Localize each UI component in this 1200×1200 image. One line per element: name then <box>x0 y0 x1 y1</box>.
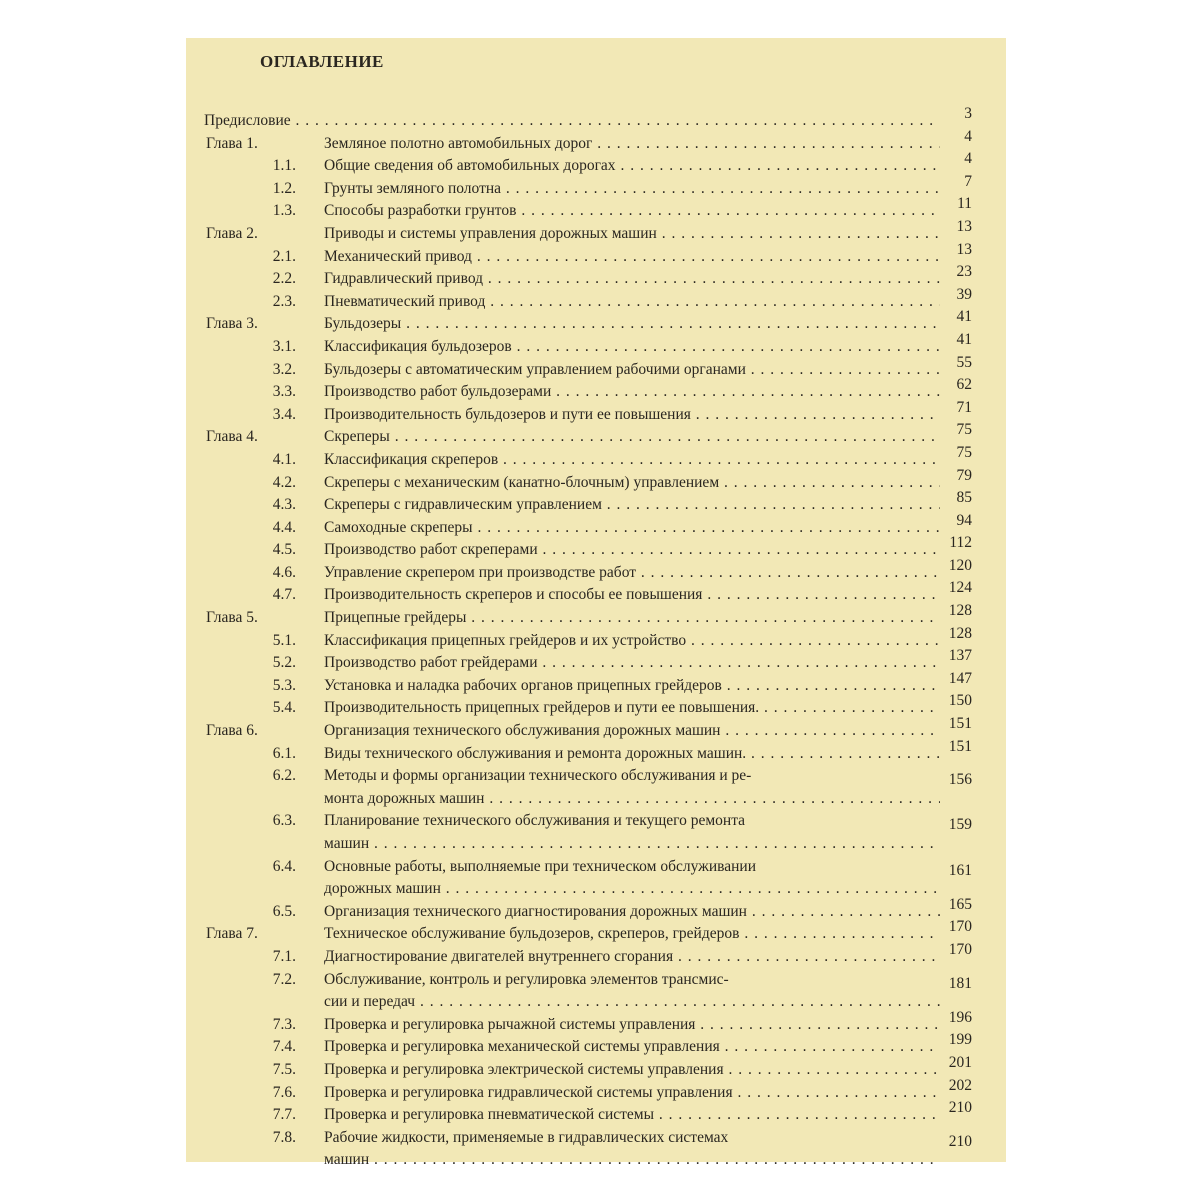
entry-page-number: 71 <box>956 398 972 416</box>
toc-section-entry <box>186 240 1006 269</box>
entry-page-number: 120 <box>948 556 972 574</box>
toc-section-entry <box>186 489 1006 517</box>
toc-section-entry <box>186 534 1006 562</box>
entry-title-line: Организация технического диагностирования дорожных машин . . . <box>324 901 940 924</box>
toc-section-entry <box>186 150 1006 178</box>
entry-title-line: Прицепные грейдеры . . . <box>324 607 940 630</box>
toc-section-entry <box>186 1008 1006 1037</box>
entry-number: 7.3. <box>272 1015 296 1033</box>
entry-title-line: Механический привод . . . <box>324 246 940 269</box>
entry-title-line: Производительность прицепных грейдеров и пути ее повышения. . . . <box>324 697 940 720</box>
document-page <box>186 38 1006 1169</box>
entry-number: 4.7. <box>272 586 296 604</box>
entry-page-number: 7 <box>964 172 972 190</box>
entry-page-number: 39 <box>956 285 972 303</box>
entry-number: 6.4. <box>272 857 296 875</box>
entry-number: 7.6. <box>272 1083 296 1101</box>
entry-page-number: 23 <box>956 263 972 281</box>
entry-page-number: 161 <box>948 861 972 879</box>
entry-number: 2.2. <box>272 270 296 288</box>
entry-number: 7.7. <box>272 1106 296 1124</box>
toc-section-entry <box>186 969 1006 1014</box>
toc-chapter-entry <box>186 127 1006 156</box>
entry-number: 6.5. <box>272 902 296 920</box>
toc-chapter-entry <box>186 715 1006 743</box>
entry-title-line: машин . . . <box>324 833 940 856</box>
entry-page-number: 128 <box>948 624 972 642</box>
entry-title-line: Бульдозеры . . . <box>324 313 940 336</box>
toc-section-entry <box>186 624 1006 653</box>
entry-number: Глава 1. <box>206 134 258 152</box>
toc-section-entry <box>186 1099 1006 1127</box>
entry-page-number: 165 <box>948 895 972 913</box>
toc-section-entry <box>186 556 1006 585</box>
entry-title <box>324 562 940 585</box>
entry-title-line: Виды технического обслуживания и ремонта дорожных машин. . . . <box>324 743 940 766</box>
entry-number: Глава 5. <box>206 609 258 627</box>
entry-title-line: Бульдозеры с автоматическим управлением рабочими органами . . . <box>324 359 940 382</box>
entry-number: 2.3. <box>272 292 296 310</box>
entry-number: 1.2. <box>272 179 296 197</box>
entry-title <box>324 200 940 223</box>
entry-title-line: Обслуживание, контроль и регулировка элементов трансмис- <box>324 970 729 988</box>
entry-page-number: 128 <box>948 602 972 620</box>
entry-title <box>324 1104 940 1127</box>
entry-title <box>324 607 940 630</box>
entry-number: 4.3. <box>272 496 296 514</box>
entry-page-number: 85 <box>956 489 972 507</box>
entry-number: 7.4. <box>272 1038 296 1056</box>
entry-title-line: Организация технического обслуживания дорожных машин . . . <box>324 720 940 743</box>
entry-title-line: Производительность скреперов и способы ее повышения . . . <box>324 584 940 607</box>
entry-title-line: Рабочие жидкости, применяемые в гидравлических системах <box>324 1128 729 1146</box>
entry-title-line: Проверка и регулировка пневматической системы . . . <box>324 1104 940 1127</box>
entry-number: 5.4. <box>272 699 296 717</box>
toc-section-entry <box>186 511 1006 540</box>
toc-section-entry <box>186 353 1006 382</box>
entry-title-line: Производство работ скреперами . . . <box>324 539 940 562</box>
toc-section-entry <box>186 1076 1006 1105</box>
entry-title <box>324 765 940 810</box>
entry-title-line: Планирование технического обслуживания и текущего ремонта <box>324 812 746 830</box>
entry-title <box>324 652 940 675</box>
entry-page-number: 75 <box>956 443 972 461</box>
toc-section-entry <box>186 172 1006 201</box>
entry-title <box>324 359 940 382</box>
toc-section-entry <box>186 940 1006 969</box>
entry-page-number: 151 <box>948 737 972 755</box>
entry-page-number: 159 <box>948 816 972 834</box>
entry-title <box>324 472 940 495</box>
entry-number: 3.1. <box>272 337 296 355</box>
entry-number: 7.2. <box>272 970 296 988</box>
entry-title <box>324 1059 940 1082</box>
toc-section-entry <box>186 443 1006 472</box>
entry-title <box>324 630 940 653</box>
entry-title-line: Общие сведения об автомобильных дорогах . . . <box>324 155 940 178</box>
entry-title-line: сии и передач . . . <box>324 991 940 1014</box>
entry-page-number: 79 <box>956 466 972 484</box>
entry-title <box>324 291 940 314</box>
entry-page-number: 4 <box>964 127 972 145</box>
entry-title-line: Проверка и регулировка гидравлической системы управления . . . <box>324 1082 940 1105</box>
entry-title <box>324 901 940 924</box>
entry-title <box>324 426 940 449</box>
entry-page-number: 181 <box>948 974 972 992</box>
entry-page-number: 156 <box>948 771 972 789</box>
toc-section-entry <box>186 810 1006 855</box>
entry-title <box>324 697 940 720</box>
entry-title <box>324 1036 940 1059</box>
entry-title-line: Классификация бульдозеров . . . <box>324 336 940 359</box>
entry-title-line: Приводы и системы управления дорожных машин . . . <box>324 223 940 246</box>
entry-page-number: 170 <box>948 940 972 958</box>
entry-title-line: Скреперы . . . <box>324 426 940 449</box>
entry-number: Глава 7. <box>206 925 258 943</box>
entry-number: 5.2. <box>272 654 296 672</box>
entry-title-line: Классификация прицепных грейдеров и их устройство . . . <box>324 630 940 653</box>
entry-title <box>324 404 940 427</box>
entry-title <box>324 381 940 404</box>
toc-chapter-entry <box>186 918 1006 946</box>
entry-number: 6.3. <box>272 812 296 830</box>
entry-title-line: Грунты земляного полотна . . . <box>324 178 940 201</box>
toc-section-entry <box>186 195 1006 223</box>
entry-page-number: 196 <box>948 1008 972 1026</box>
toc-section-entry <box>186 285 1006 314</box>
entry-title <box>324 675 940 698</box>
entry-number: 7.1. <box>272 947 296 965</box>
entry-title <box>324 539 940 562</box>
entry-page-number: 137 <box>948 647 972 665</box>
toc-preface-entry <box>186 105 1006 133</box>
toc-section-entry <box>186 669 1006 698</box>
entry-page-number: 210 <box>948 1132 972 1150</box>
entry-page-number: 41 <box>956 330 972 348</box>
entry-page-number: 55 <box>956 353 972 371</box>
entry-title-line: Проверка и регулировка рычажной системы управления . . . <box>324 1014 940 1037</box>
entry-title-line: Управление скрепером при производстве работ . . . <box>324 562 940 585</box>
entry-number: 4.6. <box>272 563 296 581</box>
toc-chapter-entry <box>186 217 1006 246</box>
toc-section-entry <box>186 647 1006 675</box>
entry-page-number: 202 <box>948 1076 972 1094</box>
toc-section-entry <box>186 579 1006 607</box>
entry-page-number: 150 <box>948 692 972 710</box>
entry-page-number: 94 <box>956 511 972 529</box>
entry-title <box>324 856 940 901</box>
entry-title <box>324 133 940 156</box>
entry-number: 4.4. <box>272 518 296 536</box>
entry-title-line: Земляное полотно автомобильных дорог . . . <box>324 133 940 156</box>
entry-number: Глава 4. <box>206 428 258 446</box>
entry-number: Глава 2. <box>206 224 258 242</box>
entry-title-line: Классификация скреперов . . . <box>324 449 940 472</box>
entry-title <box>204 110 940 133</box>
entry-title <box>324 246 940 269</box>
entry-title-line: Производительность бульдозеров и пути ее повышения . . . <box>324 404 940 427</box>
entry-title <box>324 155 940 178</box>
entry-title <box>324 268 940 291</box>
entry-number: Глава 6. <box>206 722 258 740</box>
entry-page-number: 62 <box>956 376 972 394</box>
entry-page-number: 124 <box>948 579 972 597</box>
entry-title-line: Проверка и регулировка механической системы управления . . . <box>324 1036 940 1059</box>
entry-page-number: 170 <box>948 918 972 936</box>
entry-number: 7.5. <box>272 1060 296 1078</box>
entry-page-number: 13 <box>956 240 972 258</box>
entry-page-number: 112 <box>949 534 972 552</box>
entry-title-line: монта дорожных машин . . . <box>324 788 940 811</box>
entry-title <box>324 517 940 540</box>
entry-number: 2.1. <box>272 247 296 265</box>
entry-title-line: машин . . . <box>324 1149 940 1172</box>
entry-number: 4.2. <box>272 473 296 491</box>
toc-chapter-entry <box>186 602 1006 630</box>
entry-number: 7.8. <box>272 1128 296 1146</box>
entry-title-line: Гидравлический привод . . . <box>324 268 940 291</box>
toc-section-entry <box>186 856 1006 901</box>
entry-number: 5.1. <box>272 631 296 649</box>
entry-number: 6.1. <box>272 744 296 762</box>
entry-number: 1.1. <box>272 157 296 175</box>
entry-number: 5.3. <box>272 676 296 694</box>
entry-page-number: 210 <box>948 1099 972 1117</box>
entry-number: 3.4. <box>272 405 296 423</box>
entry-page-number: 147 <box>948 669 972 687</box>
entry-title-line: Методы и формы организации технического обслуживания и ре- <box>324 767 752 785</box>
entry-page-number: 11 <box>957 195 972 213</box>
entry-title <box>324 449 940 472</box>
entry-title-line: Производство работ бульдозерами . . . <box>324 381 940 404</box>
entry-title <box>324 743 940 766</box>
entry-number: 3.3. <box>272 383 296 401</box>
entry-number: 6.2. <box>272 767 296 785</box>
entry-number: 4.5. <box>272 541 296 559</box>
page-title: ОГЛАВЛЕНИЕ <box>260 52 384 71</box>
entry-title <box>324 1014 940 1037</box>
entry-title-line: Установка и наладка рабочих органов прицепных грейдеров . . . <box>324 675 940 698</box>
toc-section-entry <box>186 1031 1006 1059</box>
toc-section-entry <box>186 765 1006 810</box>
entry-title-line: Пневматический привод . . . <box>324 291 940 314</box>
entry-title-line: Способы разработки грунтов . . . <box>324 200 940 223</box>
entry-number: 4.1. <box>272 450 296 468</box>
entry-page-number: 151 <box>948 715 972 733</box>
toc-section-entry <box>186 1053 1006 1082</box>
entry-title <box>324 178 940 201</box>
entry-title <box>324 923 940 946</box>
entry-number: 1.3. <box>272 202 296 220</box>
entry-title-line: Скреперы с гидравлическим управлением . . . <box>324 494 940 517</box>
entry-page-number: 13 <box>956 217 972 235</box>
entry-title-line: Диагностирование двигателей внутреннего сгорания . . . <box>324 946 940 969</box>
entry-page-number: 199 <box>948 1031 972 1049</box>
entry-title <box>324 1082 940 1105</box>
toc-section-entry <box>186 692 1006 720</box>
entry-title <box>324 1127 940 1172</box>
toc-section-entry <box>186 737 1006 766</box>
toc-section-entry <box>186 895 1006 924</box>
entry-title <box>324 336 940 359</box>
entry-title-line: Техническое обслуживание бульдозеров, скреперов, грейдеров . . . <box>324 923 940 946</box>
entry-title-line: Проверка и регулировка электрической системы управления . . . <box>324 1059 940 1082</box>
entry-page-number: 201 <box>948 1053 972 1071</box>
entry-title <box>324 720 940 743</box>
toc-section-entry <box>186 330 1006 359</box>
entry-title-line: Предисловие . . . <box>204 110 940 133</box>
entry-number: 3.2. <box>272 360 296 378</box>
entry-title <box>324 969 940 1014</box>
toc-section-entry <box>186 263 1006 291</box>
toc-section-entry <box>186 376 1006 404</box>
entry-title <box>324 223 940 246</box>
entry-title-line: Самоходные скреперы . . . <box>324 517 940 540</box>
entry-page-number: 75 <box>956 421 972 439</box>
toc-section-entry <box>186 398 1006 427</box>
entry-page-number: 4 <box>964 150 972 168</box>
table-of-contents <box>186 105 1006 1172</box>
entry-title <box>324 313 940 336</box>
entry-title <box>324 584 940 607</box>
entry-title-line: Скреперы с механическим (канатно-блочным) управлением . . . <box>324 472 940 495</box>
entry-title-line: Производство работ грейдерами . . . <box>324 652 940 675</box>
entry-title <box>324 494 940 517</box>
entry-title <box>324 810 940 855</box>
entry-title <box>324 946 940 969</box>
toc-section-entry <box>186 1127 1006 1172</box>
toc-section-entry <box>186 466 1006 495</box>
entry-page-number: 41 <box>956 308 972 326</box>
entry-title-line: дорожных машин . . . <box>324 878 940 901</box>
entry-title-line: Основные работы, выполняемые при техническом обслуживании <box>324 857 756 875</box>
entry-number: Глава 3. <box>206 315 258 333</box>
toc-chapter-entry <box>186 421 1006 449</box>
toc-chapter-entry <box>186 308 1006 336</box>
entry-page-number: 3 <box>964 105 972 122</box>
